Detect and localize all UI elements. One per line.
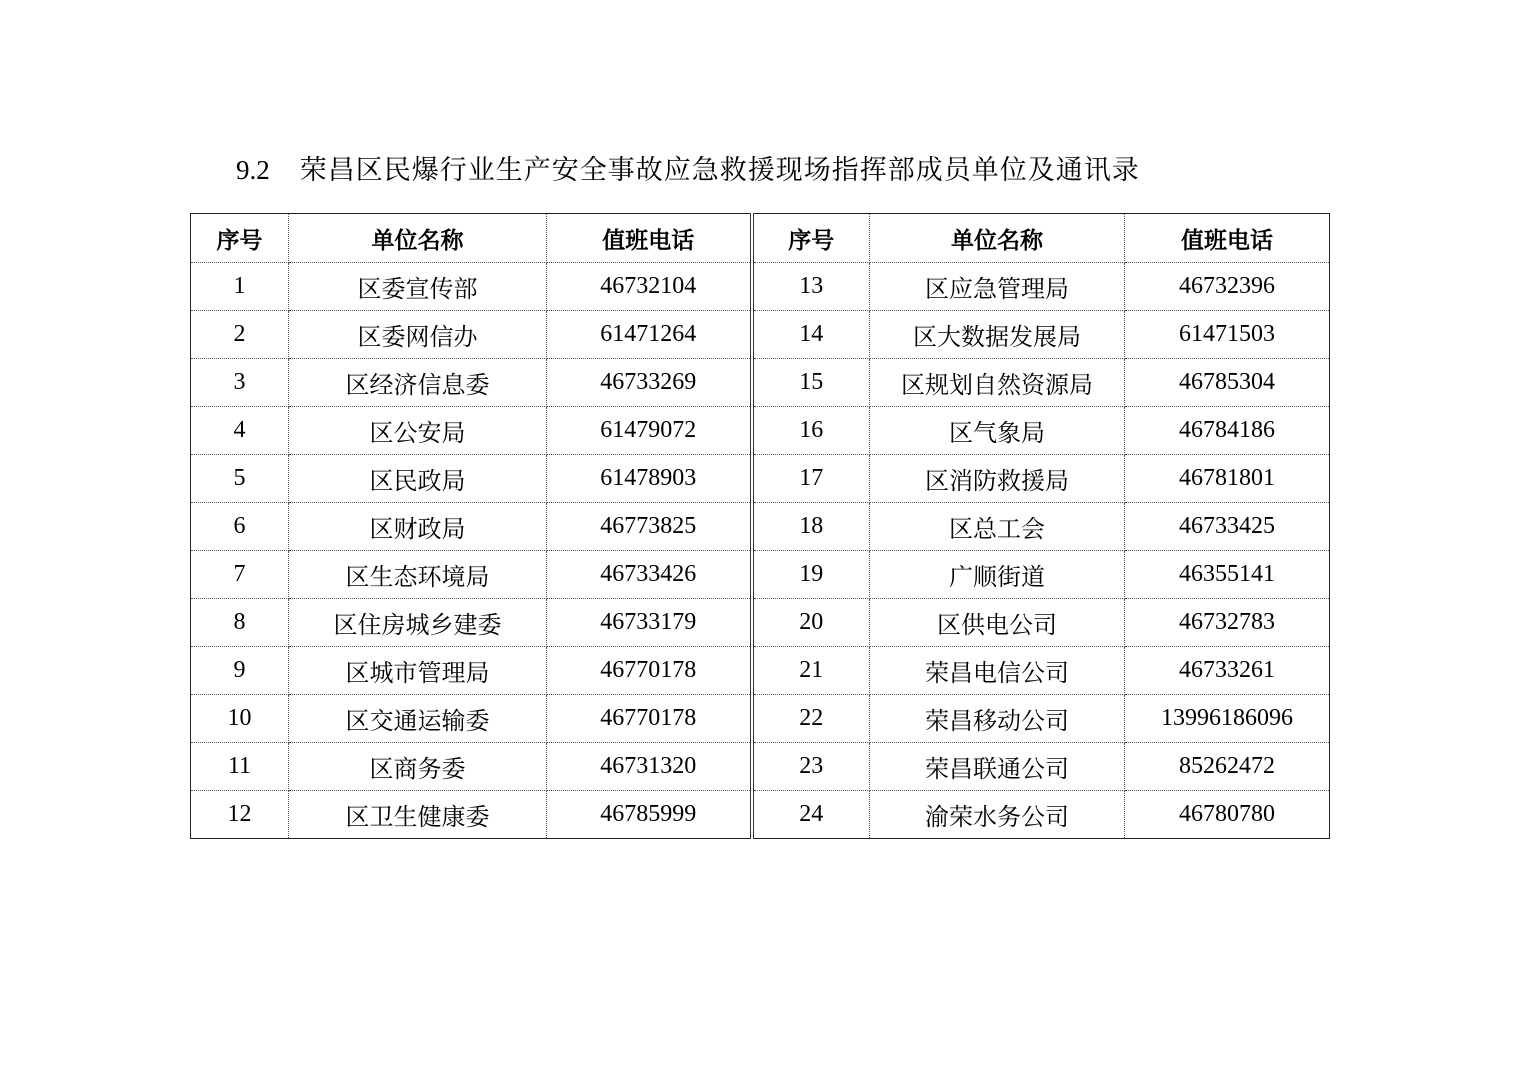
cell-no-left: 2 (191, 311, 289, 359)
cell-unit-right: 荣昌电信公司 (870, 647, 1125, 695)
cell-unit-right: 广顺街道 (870, 551, 1125, 599)
table-row (191, 599, 1330, 647)
cell-phone-left: 46770178 (547, 695, 752, 743)
cell-phone-right: 85262472 (1125, 743, 1330, 791)
cell-phone-left: 46731320 (547, 743, 752, 791)
cell-no-right: 13 (752, 263, 870, 311)
cell-phone-left: 46785999 (547, 791, 752, 839)
cell-no-right: 16 (752, 407, 870, 455)
cell-no-right: 19 (752, 551, 870, 599)
cell-phone-left: 46770178 (547, 647, 752, 695)
cell-no-right: 22 (752, 695, 870, 743)
cell-phone-right: 46780780 (1125, 791, 1330, 839)
cell-unit-left: 区民政局 (289, 455, 547, 503)
cell-unit-left: 区财政局 (289, 503, 547, 551)
cell-phone-left: 46733426 (547, 551, 752, 599)
cell-phone-right: 46785304 (1125, 359, 1330, 407)
header-unit-left: 单位名称 (289, 214, 547, 263)
cell-no-left: 6 (191, 503, 289, 551)
cell-unit-left: 区生态环境局 (289, 551, 547, 599)
cell-no-right: 23 (752, 743, 870, 791)
cell-phone-right: 61471503 (1125, 311, 1330, 359)
table-row (191, 503, 1330, 551)
cell-unit-left: 区卫生健康委 (289, 791, 547, 839)
cell-unit-right: 荣昌移动公司 (870, 695, 1125, 743)
cell-no-left: 10 (191, 695, 289, 743)
cell-unit-right: 区气象局 (870, 407, 1125, 455)
document-title (236, 148, 1140, 192)
header-phone-right: 值班电话 (1125, 214, 1330, 263)
cell-unit-left: 区交通运输委 (289, 695, 547, 743)
cell-no-right: 20 (752, 599, 870, 647)
title-text: 荣昌区民爆行业生产安全事故应急救援现场指挥部成员单位及通讯录 (299, 155, 1140, 186)
cell-no-right: 17 (752, 455, 870, 503)
cell-phone-right: 46733261 (1125, 647, 1330, 695)
contacts-table (190, 213, 1330, 839)
cell-no-left: 11 (191, 743, 289, 791)
cell-phone-right: 46732783 (1125, 599, 1330, 647)
cell-unit-right: 渝荣水务公司 (870, 791, 1125, 839)
cell-no-right: 21 (752, 647, 870, 695)
cell-unit-right: 区应急管理局 (870, 263, 1125, 311)
cell-phone-left: 46732104 (547, 263, 752, 311)
table-row (191, 743, 1330, 791)
cell-unit-left: 区委网信办 (289, 311, 547, 359)
table-row (191, 359, 1330, 407)
cell-no-left: 7 (191, 551, 289, 599)
cell-unit-right: 区总工会 (870, 503, 1125, 551)
table-row (191, 695, 1330, 743)
cell-no-left: 1 (191, 263, 289, 311)
cell-unit-left: 区经济信息委 (289, 359, 547, 407)
table-row (191, 407, 1330, 455)
cell-no-left: 3 (191, 359, 289, 407)
cell-phone-right: 46355141 (1125, 551, 1330, 599)
table-row (191, 551, 1330, 599)
header-unit-right: 单位名称 (870, 214, 1125, 263)
cell-no-left: 12 (191, 791, 289, 839)
cell-no-left: 8 (191, 599, 289, 647)
header-no-right: 序号 (752, 214, 870, 263)
cell-unit-left: 区住房城乡建委 (289, 599, 547, 647)
cell-phone-left: 46733269 (547, 359, 752, 407)
cell-no-right: 15 (752, 359, 870, 407)
cell-no-right: 14 (752, 311, 870, 359)
cell-phone-right: 46733425 (1125, 503, 1330, 551)
table-header-row (191, 214, 1330, 263)
cell-no-left: 5 (191, 455, 289, 503)
header-no-left: 序号 (191, 214, 289, 263)
table-row (191, 455, 1330, 503)
table-row (191, 647, 1330, 695)
cell-unit-right: 区大数据发展局 (870, 311, 1125, 359)
cell-unit-right: 荣昌联通公司 (870, 743, 1125, 791)
cell-no-left: 4 (191, 407, 289, 455)
cell-phone-right: 46781801 (1125, 455, 1330, 503)
cell-unit-right: 区规划自然资源局 (870, 359, 1125, 407)
cell-unit-right: 区供电公司 (870, 599, 1125, 647)
header-phone-left: 值班电话 (547, 214, 752, 263)
cell-phone-left: 61478903 (547, 455, 752, 503)
cell-unit-left: 区公安局 (289, 407, 547, 455)
cell-no-left: 9 (191, 647, 289, 695)
cell-phone-left: 61479072 (547, 407, 752, 455)
table-row (191, 263, 1330, 311)
table-row (191, 311, 1330, 359)
cell-phone-left: 61471264 (547, 311, 752, 359)
table-row (191, 791, 1330, 839)
section-number: 9.2 (236, 155, 270, 185)
cell-unit-left: 区城市管理局 (289, 647, 547, 695)
cell-unit-right: 区消防救援局 (870, 455, 1125, 503)
cell-unit-left: 区委宣传部 (289, 263, 547, 311)
cell-phone-right: 46784186 (1125, 407, 1330, 455)
cell-unit-left: 区商务委 (289, 743, 547, 791)
cell-phone-right: 46732396 (1125, 263, 1330, 311)
cell-no-right: 24 (752, 791, 870, 839)
table-body (191, 263, 1330, 839)
cell-phone-left: 46773825 (547, 503, 752, 551)
cell-phone-left: 46733179 (547, 599, 752, 647)
cell-no-right: 18 (752, 503, 870, 551)
cell-phone-right: 13996186096 (1125, 695, 1330, 743)
